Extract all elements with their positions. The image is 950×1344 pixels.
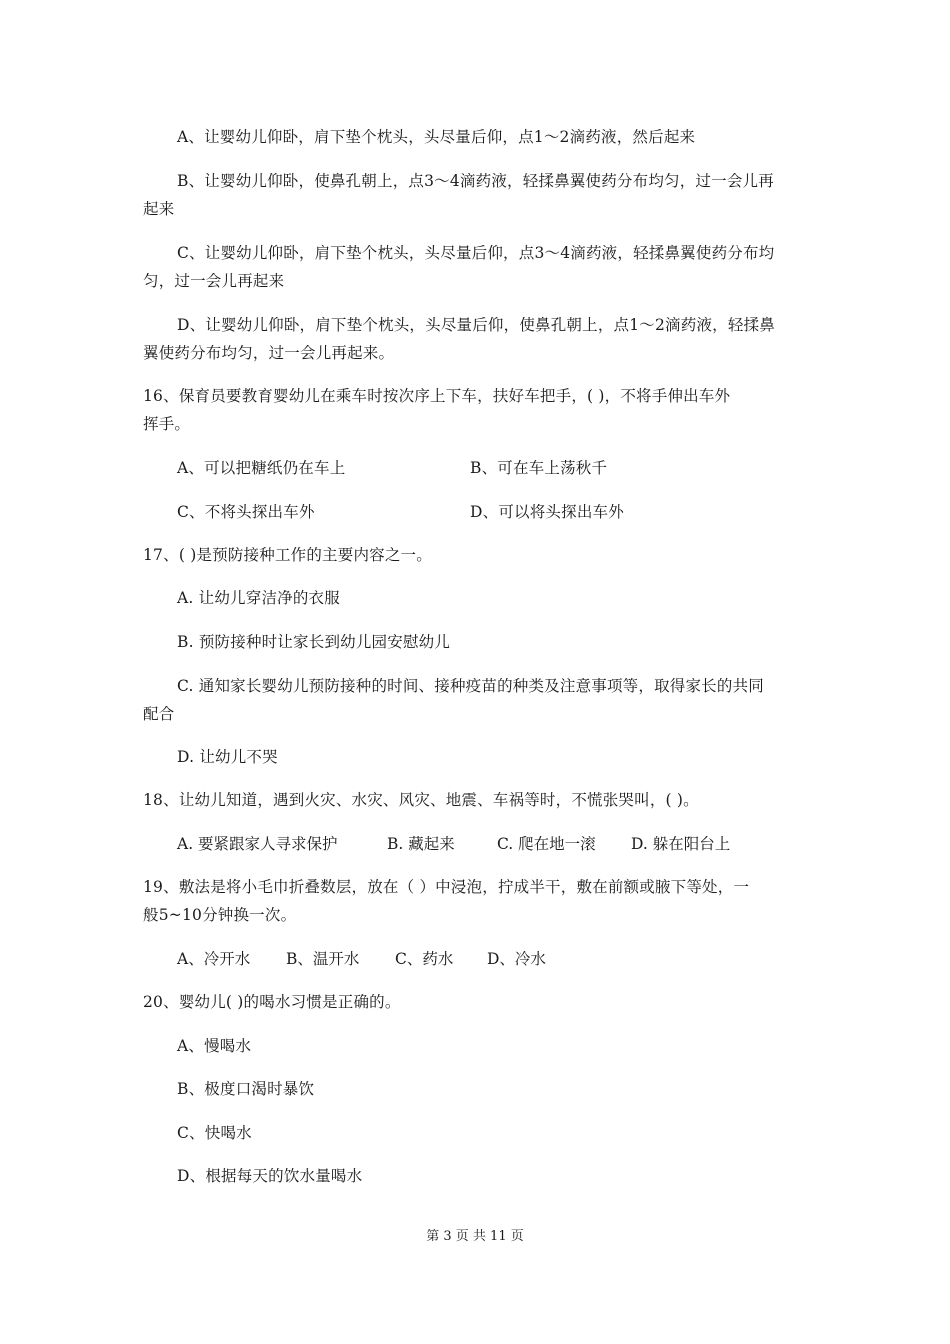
q18-option-d: D. 躲在阳台上 (631, 835, 731, 853)
q17-option-a: A. 让幼儿穿洁净的衣服 (177, 589, 340, 607)
q19-option-a: A、冷开水 (177, 950, 251, 968)
q17-stem: 17、( )是预防接种工作的主要内容之一。 (143, 546, 432, 564)
q15-option-c-cont: 匀，过一会儿再起来 (143, 272, 285, 290)
q18-stem: 18、让幼儿知道，遇到火灾、水灾、风灾、地震、车祸等时，不慌张哭叫，( )。 (143, 791, 699, 809)
q20-option-d: D、根据每天的饮水量喝水 (177, 1167, 363, 1185)
q17-option-c: C. 通知家长婴幼儿预防接种的时间、接种疫苗的种类及注意事项等，取得家长的共同 (177, 677, 764, 695)
q19-option-c: C、药水 (395, 950, 454, 968)
q18-option-a: A. 要紧跟家人寻求保护 (177, 835, 338, 853)
q15-option-d: D、让婴幼儿仰卧，肩下垫个枕头，头尽量后仰，使鼻孔朝上，点1～2滴药液，轻揉鼻 (177, 316, 775, 334)
q20-option-a: A、慢喝水 (177, 1037, 252, 1055)
q19-option-b: B、温开水 (286, 950, 360, 968)
q16-option-a: A、可以把糖纸仍在车上 (177, 459, 346, 477)
q15-option-a: A、让婴幼儿仰卧，肩下垫个枕头，头尽量后仰，点1～2滴药液，然后起来 (177, 128, 696, 146)
q15-option-d-cont: 翼使药分布均匀，过一会儿再起来。 (143, 344, 395, 362)
q15-option-c: C、让婴幼儿仰卧，肩下垫个枕头，头尽量后仰，点3～4滴药液，轻揉鼻翼使药分布均 (177, 244, 775, 262)
page-footer: 第 3 页 共 11 页 (426, 1229, 524, 1244)
q18-options-row (177, 834, 730, 854)
q16-option-b: B、可在车上荡秋千 (470, 459, 608, 477)
q18-option-b: B. 藏起来 (387, 835, 455, 853)
q17-option-b: B. 预防接种时让家长到幼儿园安慰幼儿 (177, 633, 451, 651)
q20-option-c: C、快喝水 (177, 1124, 252, 1142)
q19-stem-cont: 般5~10分钟换一次。 (143, 906, 297, 924)
q20-stem: 20、婴幼儿( )的喝水习惯是正确的。 (143, 993, 401, 1011)
q19-option-d: D、冷水 (487, 950, 546, 968)
q15-option-b: B、让婴幼儿仰卧，使鼻孔朝上，点3～4滴药液，轻揉鼻翼使药分布均匀，过一会儿再 (177, 172, 774, 190)
q18-option-c: C. 爬在地一滚 (497, 835, 596, 853)
q17-option-d: D. 让幼儿不哭 (177, 748, 278, 766)
q16-option-d: D、可以将头探出车外 (470, 503, 624, 521)
q15-option-b-cont: 起来 (143, 200, 175, 218)
q19-stem: 19、敷法是将小毛巾折叠数层，放在（ ）中浸泡，拧成半干，敷在前额或腋下等处，一 (143, 878, 750, 896)
q16-option-c: C、不将头探出车外 (177, 503, 315, 521)
q16-stem-cont: 挥手。 (143, 415, 191, 433)
q20-option-b: B、极度口渴时暴饮 (177, 1080, 315, 1098)
q16-stem: 16、保育员要教育婴幼儿在乘车时按次序上下车，扶好车把手，( )，不将手伸出车外 (143, 387, 731, 405)
q19-options-row (177, 949, 546, 969)
q17-option-c-cont: 配合 (143, 705, 175, 723)
